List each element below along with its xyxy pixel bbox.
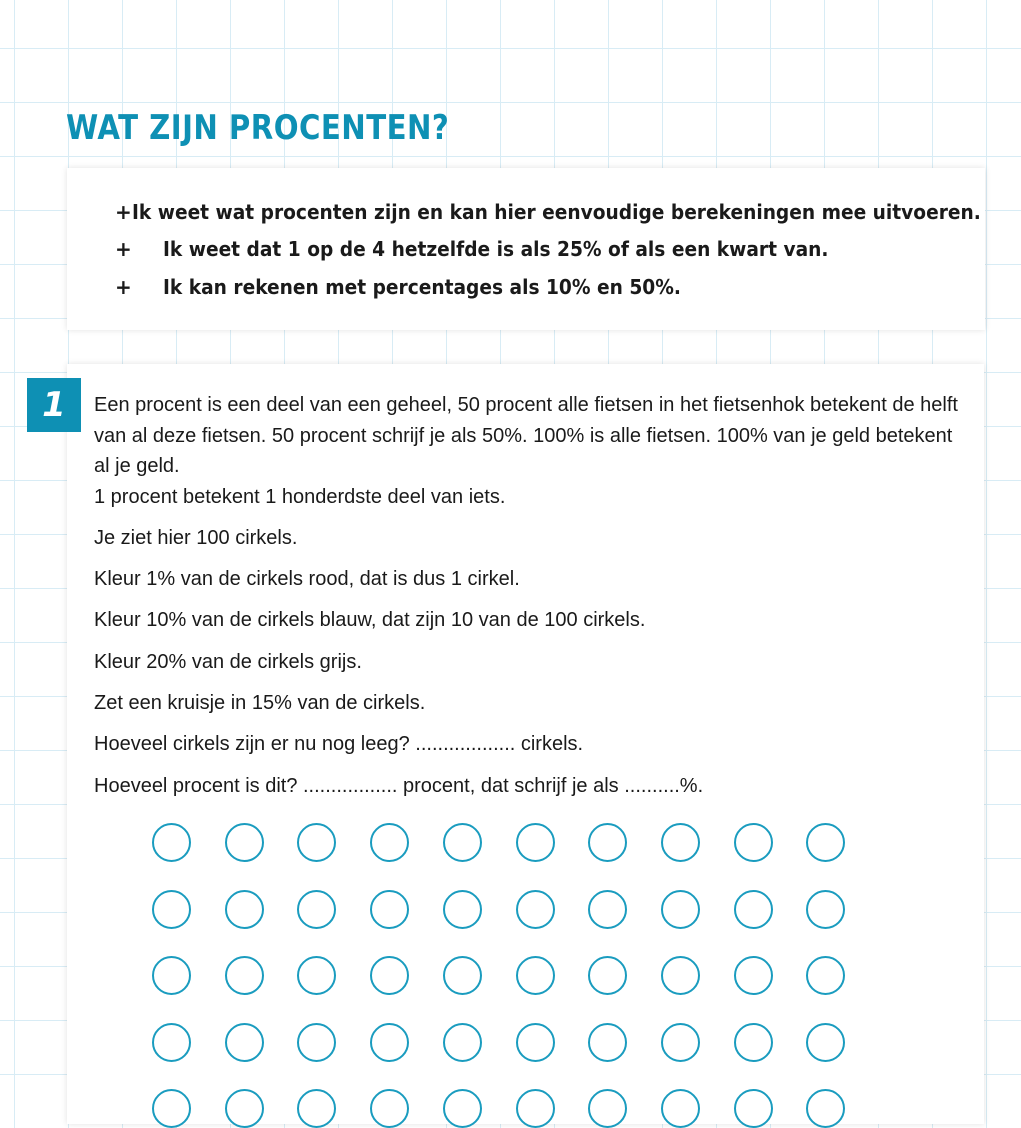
instruction-line: Zet een kruisje in 15% van de cirkels.: [94, 691, 426, 714]
answer-circle[interactable]: [152, 956, 191, 995]
answer-circle[interactable]: [806, 1023, 845, 1062]
instruction-line: Kleur 20% van de cirkels grijs.: [94, 650, 362, 673]
answer-circle[interactable]: [370, 956, 409, 995]
answer-circle[interactable]: [443, 890, 482, 929]
answer-circle[interactable]: [734, 1023, 773, 1062]
learning-goal: [67, 193, 985, 231]
answer-circle[interactable]: [152, 890, 191, 929]
answer-circle[interactable]: [225, 1023, 264, 1062]
answer-circle[interactable]: [734, 823, 773, 862]
plus-bullet-icon: +: [115, 199, 132, 224]
answer-circle[interactable]: [734, 956, 773, 995]
answer-circle[interactable]: [661, 890, 700, 929]
instruction-line: Kleur 10% van de cirkels blauw, dat zijn 10 van de 100 cirkels.: [94, 609, 646, 632]
answer-circle[interactable]: [152, 1023, 191, 1062]
learning-goal-text: Ik weet dat 1 op de 4 hetzelfde is als 25% of als een kwart van.: [163, 237, 829, 262]
answer-circle[interactable]: [661, 956, 700, 995]
learning-goal: [67, 231, 985, 269]
answer-circle[interactable]: [516, 823, 555, 862]
plus-bullet-icon: +: [115, 274, 132, 299]
answer-circle[interactable]: [297, 1023, 336, 1062]
answer-circle[interactable]: [516, 1023, 555, 1062]
intro-paragraph: Een procent is een deel van een geheel, 50 procent alle fietsen in het fietsenhok betekent de helft van al deze fietsen. 50 procent schrijf je als 50%. 100% is alle fietsen. 100% van je geld betekent al je geld.: [94, 394, 958, 477]
answer-circle[interactable]: [370, 1089, 409, 1128]
question-percentage: Hoeveel procent is dit? ................. procent, dat schrijf je als ..........%.: [94, 774, 704, 797]
exercise-text: [94, 390, 964, 801]
answer-circle[interactable]: [297, 890, 336, 929]
learning-goal-text: Ik kan rekenen met percentages als 10% en 50%.: [163, 274, 681, 299]
answer-circle[interactable]: [588, 1089, 627, 1128]
learning-goal-text: Ik weet wat procenten zijn en kan hier eenvoudige berekeningen mee uitvoeren.: [131, 199, 981, 224]
answer-circle[interactable]: [443, 956, 482, 995]
answer-circle[interactable]: [516, 1089, 555, 1128]
answer-circle[interactable]: [588, 1023, 627, 1062]
answer-circle[interactable]: [588, 956, 627, 995]
answer-circle[interactable]: [661, 823, 700, 862]
page-title: WAT ZIJN PROCENTEN?: [66, 108, 450, 148]
answer-circle[interactable]: [225, 956, 264, 995]
answer-circle[interactable]: [443, 823, 482, 862]
instruction-line: Je ziet hier 100 cirkels.: [94, 526, 298, 549]
question-empty-circles: Hoeveel cirkels zijn er nu nog leeg? .................. cirkels.: [94, 733, 584, 756]
learning-goals-box: [67, 168, 985, 330]
exercise-intro: [94, 390, 964, 512]
answer-circle[interactable]: [225, 890, 264, 929]
intro-paragraph: 1 procent betekent 1 honderdste deel van iets.: [94, 485, 506, 508]
exercise-number-badge: 1: [27, 378, 81, 432]
answer-circle[interactable]: [661, 1089, 700, 1128]
learning-goal: [67, 268, 985, 306]
answer-circle[interactable]: [588, 823, 627, 862]
answer-circle[interactable]: [225, 823, 264, 862]
plus-bullet-icon: +: [115, 237, 132, 262]
instruction-line: Kleur 1% van de cirkels rood, dat is dus 1 cirkel.: [94, 568, 520, 591]
answer-circle[interactable]: [443, 1023, 482, 1062]
answer-circle[interactable]: [661, 1023, 700, 1062]
answer-circle[interactable]: [806, 890, 845, 929]
answer-circle[interactable]: [516, 890, 555, 929]
answer-circle[interactable]: [370, 890, 409, 929]
answer-circle[interactable]: [225, 1089, 264, 1128]
answer-circle[interactable]: [152, 823, 191, 862]
answer-circle[interactable]: [588, 890, 627, 929]
answer-circle[interactable]: [734, 890, 773, 929]
answer-circle[interactable]: [516, 956, 555, 995]
answer-circle[interactable]: [443, 1089, 482, 1128]
answer-circle[interactable]: [370, 1023, 409, 1062]
answer-circle[interactable]: [734, 1089, 773, 1128]
answer-circle[interactable]: [370, 823, 409, 862]
answer-circle[interactable]: [152, 1089, 191, 1128]
